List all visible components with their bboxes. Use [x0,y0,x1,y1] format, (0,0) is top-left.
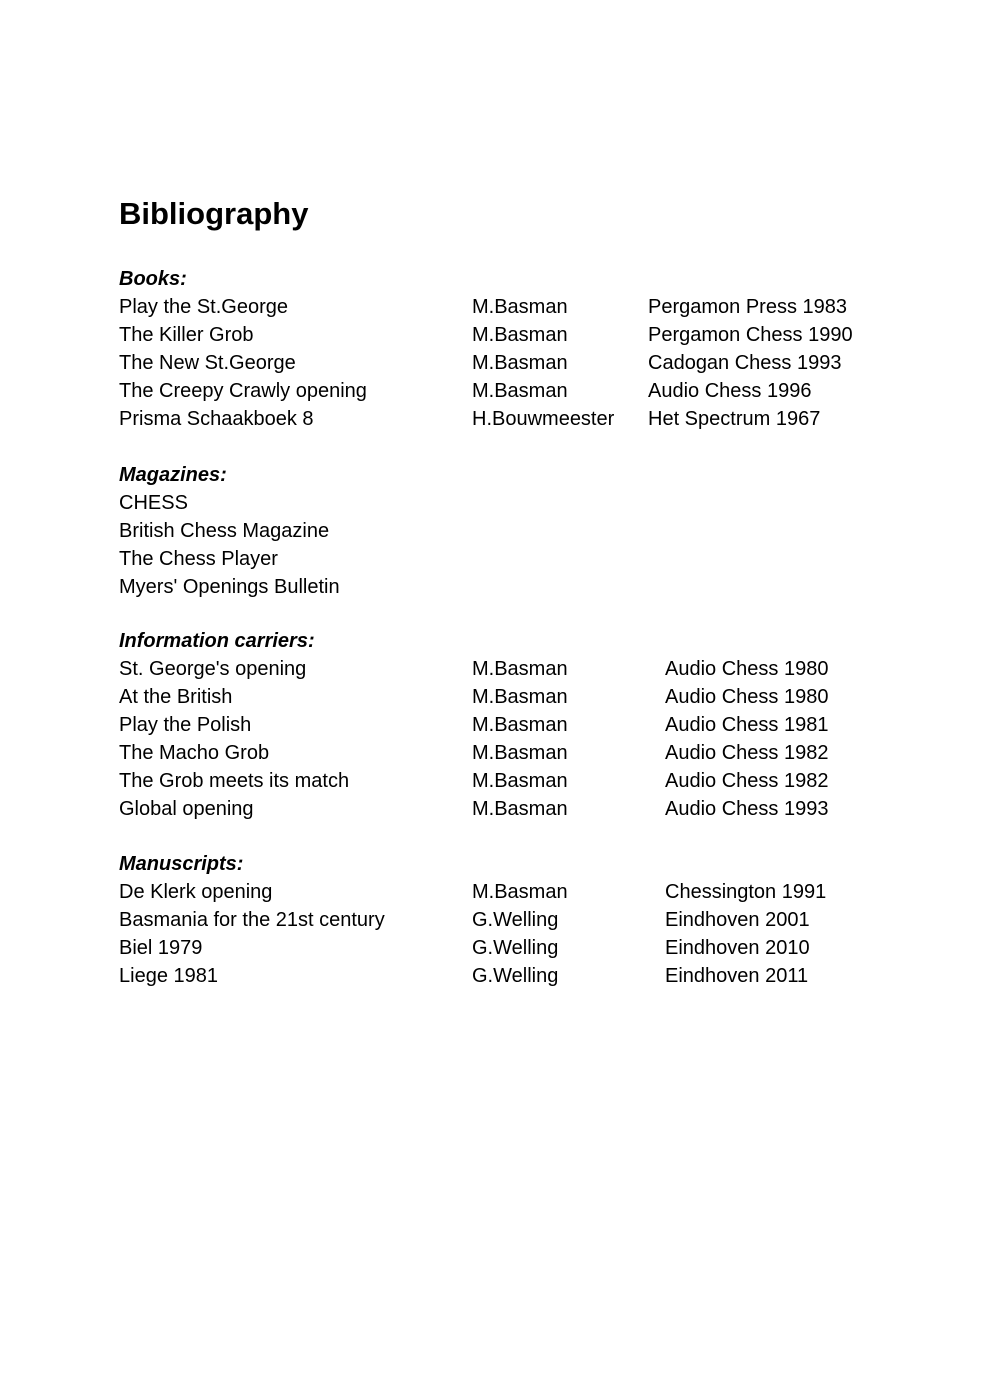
item-title: Myers' Openings Bulletin [119,576,340,598]
item-author: M.Basman [472,881,568,903]
item-publisher: Eindhoven 2011 [665,965,809,987]
item-author: M.Basman [472,770,568,792]
item-author: H.Bouwmeester [472,408,615,430]
list-item [119,655,939,683]
item-title: CHESS [119,492,188,514]
item-publisher: Audio Chess 1982 [665,770,829,792]
item-author: M.Basman [472,380,568,402]
section-heading: Magazines: [119,464,227,486]
list-item [119,934,939,962]
item-publisher: Audio Chess 1982 [665,742,829,764]
item-title: Play the St.George [119,296,288,318]
item-publisher: Audio Chess 1980 [665,658,829,680]
item-title: The Grob meets its match [119,770,350,792]
list-item [119,878,939,906]
list-item [119,377,939,405]
item-title: British Chess Magazine [119,520,330,542]
item-title: Liege 1981 [119,965,218,987]
list-item [119,573,939,601]
list-item [119,545,939,573]
magazines-section [119,461,939,601]
list-item [119,683,939,711]
list-item [119,711,939,739]
list-item [119,739,939,767]
item-title: Play the Polish [119,714,252,736]
item-title: Biel 1979 [119,937,203,959]
item-title: The Creepy Crawly opening [119,380,367,402]
section-heading: Books: [119,268,187,290]
item-publisher: Audio Chess 1981 [665,714,829,736]
item-title: De Klerk opening [119,881,273,903]
item-title: Prisma Schaakboek 8 [119,408,314,430]
item-publisher: Chessington 1991 [665,881,827,903]
information-carriers-section [119,627,939,823]
item-author: M.Basman [472,686,568,708]
item-author: G.Welling [472,909,559,931]
item-title: Global opening [119,798,254,820]
list-item [119,962,939,990]
item-author: M.Basman [472,352,568,374]
item-publisher: Eindhoven 2001 [665,909,810,931]
list-item [119,293,939,321]
list-item [119,767,939,795]
list-item [119,349,939,377]
list-item [119,795,939,823]
item-publisher: Audio Chess 1996 [648,380,812,402]
page-title: Bibliography [119,196,309,231]
books-section [119,265,939,433]
item-author: M.Basman [472,296,568,318]
item-title: The Chess Player [119,548,278,570]
item-author: M.Basman [472,742,568,764]
section-heading: Manuscripts: [119,853,244,875]
item-author: M.Basman [472,798,568,820]
item-publisher: Eindhoven 2010 [665,937,810,959]
list-item [119,321,939,349]
item-author: G.Welling [472,937,559,959]
item-author: G.Welling [472,965,559,987]
item-title: The New St.George [119,352,296,374]
item-publisher: Pergamon Press 1983 [648,296,848,318]
manuscripts-section [119,850,939,990]
item-publisher: Audio Chess 1980 [665,686,829,708]
item-publisher: Cadogan Chess 1993 [648,352,842,374]
item-title: The Macho Grob [119,742,270,764]
item-publisher: Het Spectrum 1967 [648,408,821,430]
item-title: Basmania for the 21st century [119,909,385,931]
item-title: The Killer Grob [119,324,254,346]
item-author: M.Basman [472,714,568,736]
item-publisher: Audio Chess 1993 [665,798,829,820]
list-item [119,405,939,433]
list-item [119,489,939,517]
item-author: M.Basman [472,658,568,680]
section-heading: Information carriers: [119,630,315,652]
item-title: St. George's opening [119,658,307,680]
list-item [119,906,939,934]
item-publisher: Pergamon Chess 1990 [648,324,853,346]
item-author: M.Basman [472,324,568,346]
list-item [119,517,939,545]
item-title: At the British [119,686,233,708]
